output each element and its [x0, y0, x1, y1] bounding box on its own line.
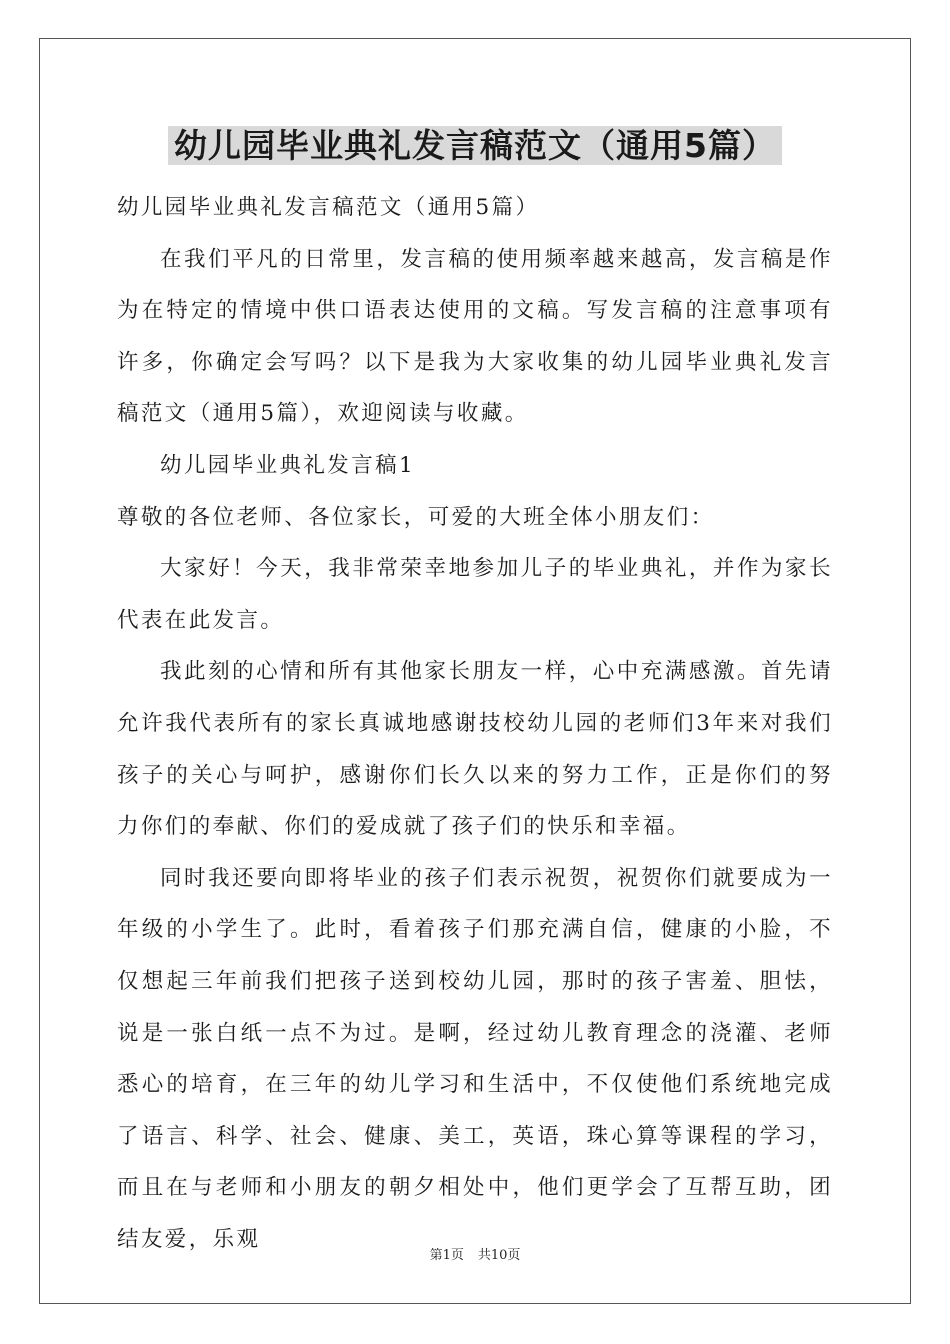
body-paragraph: 大家好！今天，我非常荣幸地参加儿子的毕业典礼，并作为家长代表在此发言。 [117, 556, 833, 633]
page-number: 第1页 [429, 1248, 464, 1263]
page-total: 共10页 [477, 1248, 521, 1263]
page-footer [0, 1247, 950, 1265]
intro-paragraph: 在我们平凡的日常里，发言稿的使用频率越来越高，发言稿是作为在特定的情境中供口语表达使用的文稿。写发言稿的注意事项有许多，你确定会写吗？以下是我为大家收集的幼儿园毕业典礼发言稿范文（通用5篇），欢迎阅读与收藏。 [117, 246, 833, 427]
document-body [117, 182, 833, 1265]
body-paragraph: 我此刻的心情和所有其他家长朋友一样，心中充满感激。首先请允许我代表所有的家长真诚地感谢技校幼儿园的老师们3年来对我们孩子的关心与呵护，感谢你们长久以来的努力工作，正是你们的努力你们的奉献、你们的爱成就了孩子们的快乐和幸福。 [117, 659, 833, 840]
document-title-text: 幼儿园毕业典礼发言稿范文（通用5篇） [168, 126, 782, 165]
section-heading: 幼儿园毕业典礼发言稿1 [160, 452, 416, 478]
document-title [0, 124, 950, 168]
salutation-paragraph: 尊敬的各位老师、各位家长，可爱的大班全体小朋友们： [117, 504, 715, 530]
body-paragraph: 同时我还要向即将毕业的孩子们表示祝贺，祝贺你们就要成为一年级的小学生了。此时，看着孩子们那充满自信，健康的小脸，不仅想起三年前我们把孩子送到校幼儿园，那时的孩子害羞、胆怯，说是一张白纸一点不为过。是啊，经过幼儿教育理念的浇灌、老师悉心的培育，在三年的幼儿学习和生活中，不仅使他们系统地完成了语言、科学、社会、健康、美工，英语，珠心算等课程的学习，而且在与老师和小朋友的朝夕相处中，他们更学会了互帮互助，团结友爱，乐观 [117, 865, 833, 1252]
document-subtitle: 幼儿园毕业典礼发言稿范文（通用5篇） [117, 195, 540, 220]
